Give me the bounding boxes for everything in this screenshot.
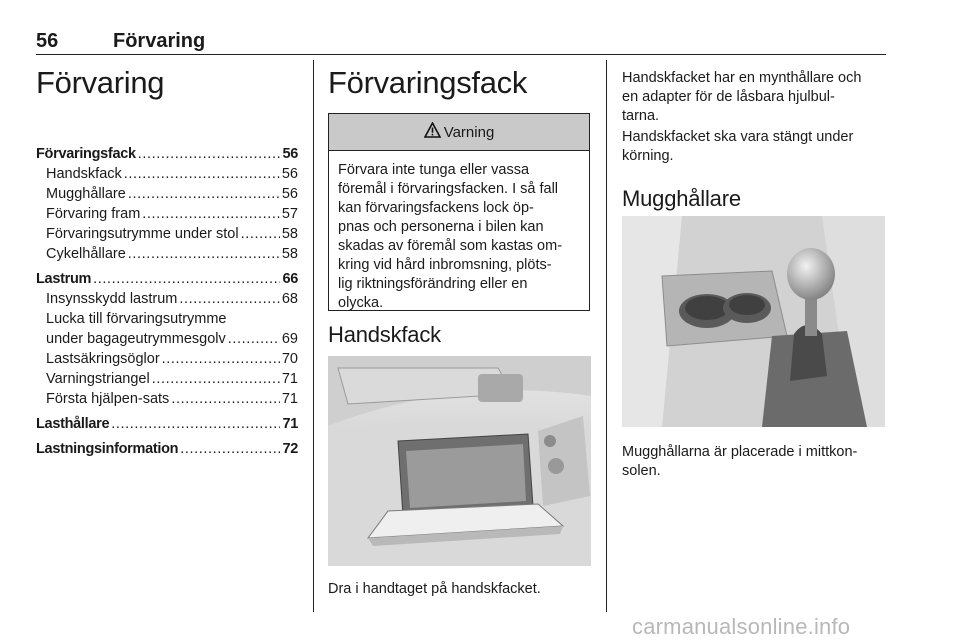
toc-leader-dots: [171, 389, 280, 409]
warning-line: kan förvaringsfackens lock öp-: [338, 200, 534, 216]
mugghallare-title: Mugghållare: [622, 186, 741, 211]
glovebox-illustration: [328, 356, 591, 566]
toc-entry-label: Förvaringsutrymme under stol: [46, 226, 239, 242]
toc-entry-label: Cykelhållare: [46, 246, 126, 262]
toc-leader-dots: [93, 269, 280, 289]
toc-entry-page: 70: [281, 351, 298, 367]
text-line: Handskfacket ska vara stängt under: [622, 129, 854, 145]
text-line: en adapter för de låsbara hjulbul-: [622, 89, 835, 105]
warning-triangle-icon: [424, 122, 441, 142]
toc-entry-label: Insynsskydd lastrum: [46, 291, 178, 307]
handskfack-title: Handskfack: [328, 322, 441, 347]
toc-entry-label: Förvaringsfack: [36, 146, 136, 162]
warning-line: Förvara inte tunga eller vassa: [338, 162, 530, 178]
toc-leader-dots: [128, 244, 280, 264]
toc-leader-dots: [180, 439, 280, 459]
section-title: Förvaringsfack: [328, 65, 528, 100]
toc-entry-label: Lastrum: [36, 271, 92, 287]
running-title: Förvaring: [113, 30, 206, 52]
table-of-contents: [36, 144, 298, 459]
toc-entry-page: 71: [281, 371, 298, 387]
column-divider-2: [606, 60, 607, 612]
text-line: solen.: [622, 463, 661, 479]
text-line: körning.: [622, 148, 674, 164]
toc-leader-dots: [241, 224, 280, 244]
toc-entry-page: 71: [282, 416, 298, 432]
warning-line: lig riktningsförändring eller en: [338, 276, 528, 292]
toc-entry-page: 57: [281, 206, 298, 222]
toc-entry-page: 58: [281, 226, 298, 242]
toc-entry[interactable]: [36, 439, 298, 459]
toc-entry-label: Handskfack: [46, 166, 122, 182]
toc-entry-page: 69: [281, 331, 298, 347]
handskfack-text-2: [622, 128, 887, 166]
toc-entry-page: 58: [281, 246, 298, 262]
warning-line: föremål i förvaringsfacken. I så fall: [338, 181, 559, 197]
warning-line: pnas och personerna i bilen kan: [338, 219, 544, 235]
toc-entry-label: Lastsäkringsöglor: [46, 351, 160, 367]
warning-line: skadas av föremål som kastas om-: [338, 238, 563, 254]
warning-line: olycka.: [338, 295, 384, 311]
toc-entry-label: Lasthållare: [36, 416, 110, 432]
toc-entry-label: Lucka till förvaringsutrymme: [46, 311, 227, 327]
toc-entry-page: 56: [281, 166, 298, 182]
toc-entry-label: Förvaring fram: [46, 206, 141, 222]
warning-text: [329, 151, 589, 313]
warning-header: [329, 114, 589, 151]
toc-entry-page: 71: [281, 391, 298, 407]
handskfack-text: [622, 69, 887, 126]
handskfack-caption: Dra i handtaget på handskfacket.: [328, 581, 541, 597]
warning-line: kring vid hård inbromsning, plöts-: [338, 257, 552, 273]
toc-entry-label: Mugghållare: [46, 186, 126, 202]
mugghallare-caption: [622, 443, 887, 481]
toc-leader-dots: [111, 414, 280, 434]
warning-box: [328, 113, 590, 311]
cupholder-illustration: [622, 216, 885, 427]
toc-entry-label: under bagageutrymmesgolv: [46, 331, 226, 347]
toc-entry[interactable]: [36, 414, 298, 434]
toc-entry[interactable]: [36, 389, 298, 409]
toc-leader-dots: [179, 289, 280, 309]
toc-entry[interactable]: [36, 329, 298, 349]
toc-entry[interactable]: [36, 244, 298, 264]
toc-leader-dots: [138, 144, 281, 164]
toc-entry[interactable]: [36, 309, 298, 329]
toc-entry[interactable]: [36, 369, 298, 389]
toc-entry[interactable]: [36, 144, 298, 164]
toc-leader-dots: [162, 349, 280, 369]
watermark: carmanualsonline.info: [632, 614, 851, 639]
toc-leader-dots: [128, 184, 280, 204]
toc-entry[interactable]: [36, 269, 298, 289]
toc-entry-page: 56: [282, 146, 298, 162]
toc-entry[interactable]: [36, 184, 298, 204]
toc-leader-dots: [152, 369, 280, 389]
text-line: Mugghållarna är placerade i mittkon-: [622, 444, 858, 460]
toc-entry-label: Lastningsinformation: [36, 441, 179, 457]
toc-leader-dots: [142, 204, 280, 224]
toc-leader-dots: [228, 329, 280, 349]
toc-entry-page: 72: [282, 441, 298, 457]
toc-entry-label: Varningstriangel: [46, 371, 150, 387]
text-line: Handskfacket har en mynthållare och: [622, 70, 862, 86]
toc-leader-dots: [124, 164, 280, 184]
toc-entry-page: 56: [281, 186, 298, 202]
toc-entry[interactable]: [36, 164, 298, 184]
chapter-title: Förvaring: [36, 65, 165, 100]
toc-entry-page: 66: [282, 271, 298, 287]
toc-entry[interactable]: [36, 289, 298, 309]
toc-entry[interactable]: [36, 204, 298, 224]
toc-entry[interactable]: [36, 224, 298, 244]
toc-entry[interactable]: [36, 349, 298, 369]
column-divider-1: [313, 60, 314, 612]
toc-entry-label: Första hjälpen-sats: [46, 391, 170, 407]
header-rule: [36, 54, 886, 55]
page-number: 56: [36, 30, 59, 52]
warning-heading: Varning: [443, 123, 495, 141]
text-line: tarna.: [622, 108, 660, 124]
toc-entry-page: 68: [281, 291, 298, 307]
